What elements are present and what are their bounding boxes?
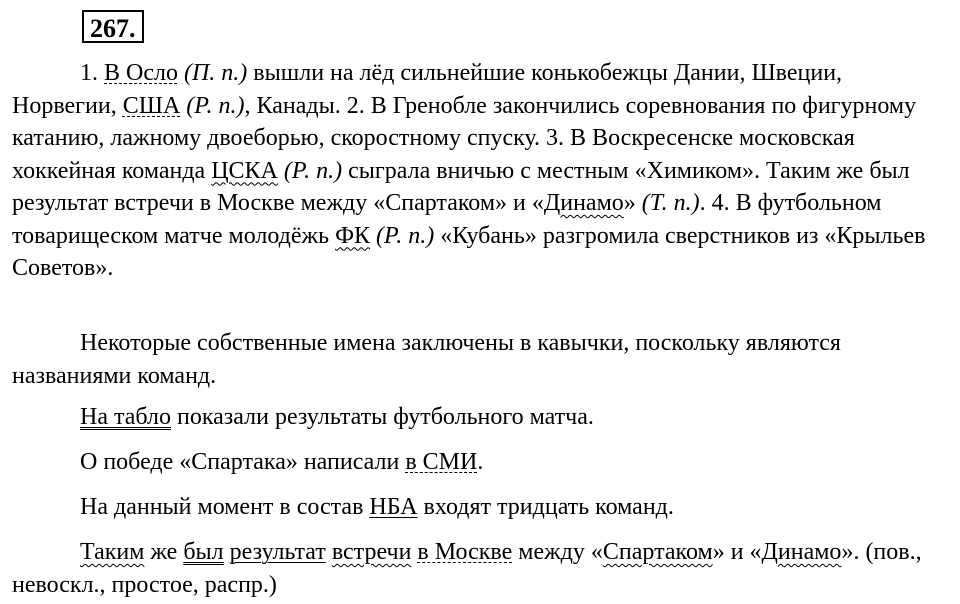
text-segment: О победе «Спартака» написали [80,449,406,475]
explanation-paragraph: Некоторые собственные имена заключены в кавычки, поскольку являются названиями команд. [12,330,841,389]
text-segment: показали результаты футбольного матча. [171,404,594,430]
text-segment: , Канады. 2. В Гренобле закончились соревнования по фигурному катанию, лажному двоеборью, скоростному спуску. 3. В Воскресенске московская хоккейная команда [12,92,917,184]
text-segment: . [477,449,484,475]
case-note: (Р. п.) [283,157,343,184]
text-segment: » [623,190,642,216]
text-segment: между « [512,539,603,565]
case-note: (Р. п.) [186,92,245,119]
example-sentence-1 [12,401,937,434]
example-sentence-3 [12,491,937,524]
case-note: (Р. п.) [376,222,435,249]
case-note: (Т. п.) [641,190,700,216]
object-underline: НБА [369,494,418,520]
text-segment: «Кубань» разгромила сверстников из «Крыльев Советов». [12,222,926,281]
underlined-team-dinamo: Динамо [543,190,624,216]
attribute-underline: встречи [331,539,412,565]
exercise-text-paragraph [12,57,937,285]
text-segment: же [144,539,184,565]
text-segment: » и « [712,539,762,565]
predicate-underline: был [183,539,224,565]
text-segment: . 4. В футбольном товарищеском матче молодёжь [12,190,882,249]
underlined-abbrev-usa: США [122,92,181,119]
text-segment: сыграла вничью с местным «Химиком». Таким же был результат встречи в Москве между «Спартаком» и « [12,157,910,216]
example-sentence-2 [12,446,937,479]
subject-underline: результат [229,539,326,565]
adverbial-underline: в СМИ [405,449,478,475]
attribute-underline: Динамо [761,539,842,565]
exercise-number-box: 267. [82,10,144,43]
text-segment: вышли на лёд сильнейшие конькобежцы Дании, Швеции, Норвегии, [12,60,843,119]
example-sentence-4 [12,536,937,601]
attribute-underline: Спартаком [602,539,713,565]
adverbial-underline: в Москве [417,539,513,565]
underlined-place-oslo: В Осло [104,60,178,86]
text-segment: 1. [80,60,104,86]
subject-underline: На табло [80,404,172,430]
text-segment: ». (пов., невоскл., простое, распр.) [12,539,922,598]
case-note: (П. п.) [183,60,248,86]
underlined-abbrev-fk: ФК [335,222,371,249]
text-segment: входят тридцать команд. [417,494,674,520]
predicate-underline: Таким [80,539,145,565]
underlined-abbrev-cska: ЦСКА [211,157,278,184]
text-segment: На данный момент в состав [80,494,370,520]
